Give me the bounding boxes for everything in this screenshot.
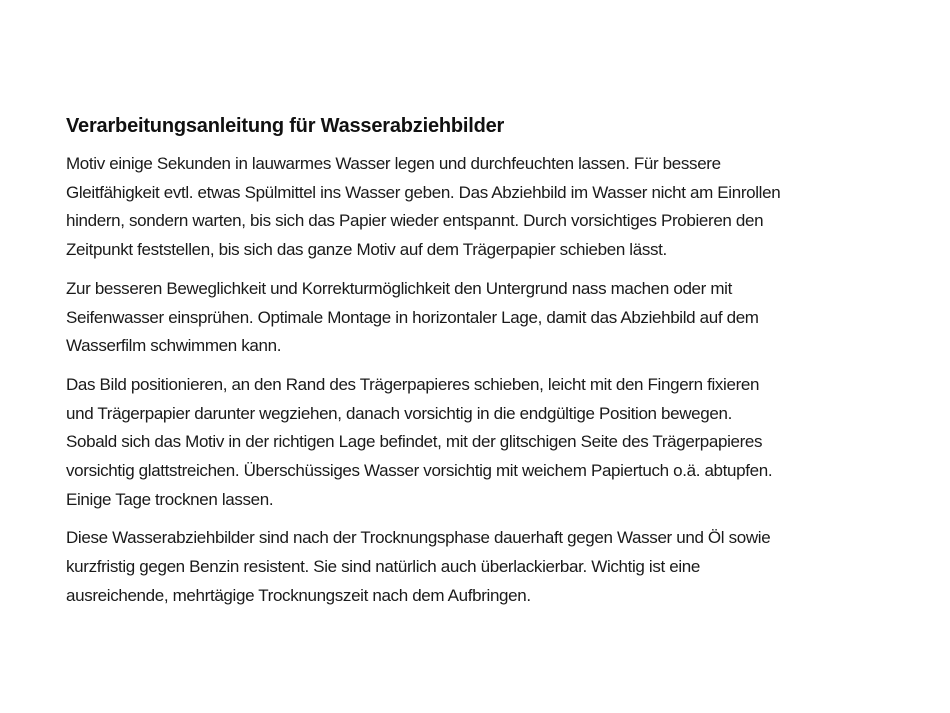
text-line: und Trägerpapier darunter wegziehen, danach vorsichtig in die endgültige Position bewegen.: [66, 403, 732, 423]
text-line: Seifenwasser einsprühen. Optimale Montage in horizontaler Lage, damit das Abziehbild auf dem: [66, 307, 759, 327]
text-line: ausreichende, mehrtägige Trocknungszeit nach dem Aufbringen.: [66, 585, 531, 605]
text-line: Zur besseren Beweglichkeit und Korrekturmöglichkeit den Untergrund nass machen oder mit: [66, 278, 732, 298]
text-line: Gleitfähigkeit evtl. etwas Spülmittel ins Wasser geben. Das Abziehbild im Wasser nicht am Einrollen: [66, 182, 781, 202]
text-line: Wasserfilm schwimmen kann.: [66, 336, 282, 356]
text-line: Diese Wasserabziehbilder sind nach der Trocknungsphase dauerhaft gegen Wasser und Öl sowie: [66, 528, 771, 548]
document-title: Verarbeitungsanleitung für Wasserabziehbilder: [66, 115, 505, 137]
paragraph-positioning: [66, 371, 910, 515]
text-line: kurzfristig gegen Benzin resistent. Sie sind natürlich auch überlackierbar. Wichtig ist eine: [66, 557, 700, 577]
paragraph-soaking: [66, 150, 910, 265]
text-line: hindern, sondern warten, bis sich das Papier wieder entspannt. Durch vorsichtiges Probieren den: [66, 211, 764, 231]
text-line: Sobald sich das Motiv in der richtigen Lage befindet, mit der glitschigen Seite des Trägerpapieres: [66, 432, 763, 452]
paragraph-durability: [66, 524, 910, 610]
text-line: Motiv einige Sekunden in lauwarmes Wasser legen und durchfeuchten lassen. Für bessere: [66, 154, 721, 173]
paragraph-surface-prep: [66, 275, 910, 361]
text-line: vorsichtig glattstreichen. Überschüssiges Wasser vorsichtig mit weichem Papiertuch o.ä. abtupfen.: [66, 461, 773, 481]
text-line: Das Bild positionieren, an den Rand des Trägerpapieres schieben, leicht mit den Fingern fixieren: [66, 374, 760, 394]
text-line: Zeitpunkt feststellen, bis sich das ganze Motiv auf dem Trägerpapier schieben lässt.: [66, 240, 667, 260]
text-line: Einige Tage trocknen lassen.: [66, 489, 274, 509]
